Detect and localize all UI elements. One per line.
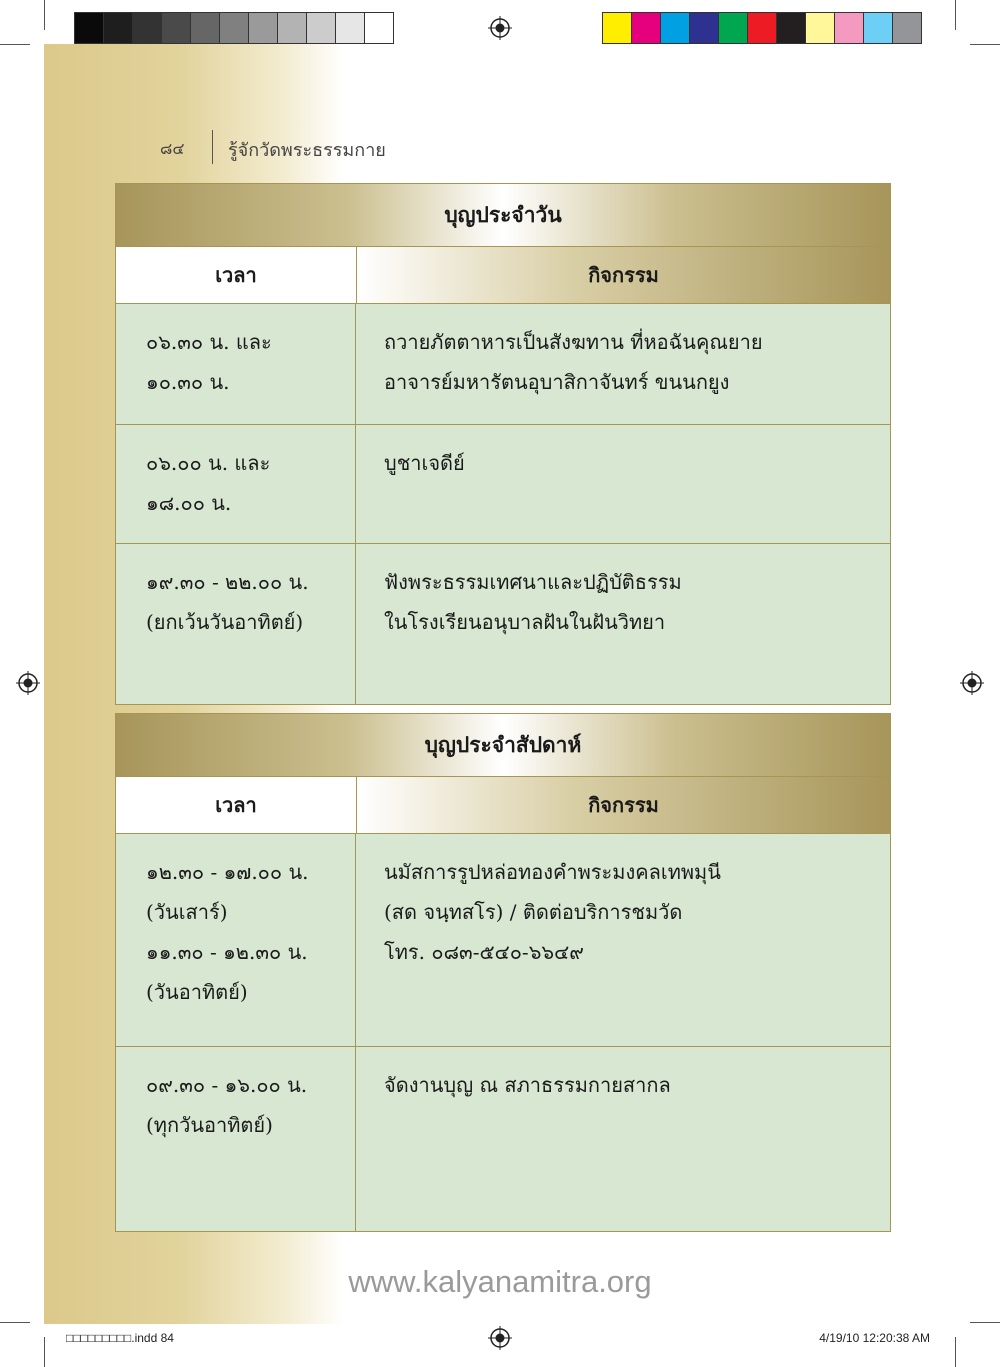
process-swatch [632, 13, 661, 43]
gray-swatch [336, 13, 365, 43]
table-title: บุญประจำสัปดาห์ [116, 714, 890, 777]
crop-mark [955, 1337, 956, 1367]
activity-text: (สด จนฺทสโร) / ติดต่อบริการชมวัด [384, 900, 683, 924]
process-swatch [806, 13, 835, 43]
gray-swatch [75, 13, 104, 43]
table-title: บุญประจำวัน [116, 184, 890, 247]
header-divider [212, 130, 213, 164]
gray-swatch [133, 13, 162, 43]
table-header-row [116, 247, 890, 304]
time-text: ๑๘.๐๐ น. [146, 491, 232, 515]
crop-mark [0, 1322, 30, 1323]
activity-text: โทร. ๐๘๓-๕๔๐-๖๖๔๙ [384, 940, 584, 964]
process-swatch [748, 13, 777, 43]
activity-cell [356, 544, 890, 704]
crop-mark [0, 44, 30, 45]
process-swatch [864, 13, 893, 43]
website-url: www.kalyanamitra.org [348, 1264, 652, 1299]
gray-swatch [249, 13, 278, 43]
activity-text: ในโรงเรียนอนุบาลฝันในฝันวิทยา [384, 610, 666, 634]
gray-swatch [104, 13, 133, 43]
time-text: (ยกเว้นวันอาทิตย์) [146, 610, 304, 634]
time-text: ๐๖.๐๐ น. และ [146, 451, 271, 475]
process-swatch [777, 13, 806, 43]
table-row [116, 834, 890, 1047]
gray-swatch [278, 13, 307, 43]
slug-date: 4/19/10 12:20:38 AM [819, 1331, 930, 1345]
activity-text: ถวายภัตตาหารเป็นสังฆทาน ที่หอฉันคุณยาย [384, 330, 763, 354]
weekly-merit-table [115, 713, 891, 1232]
registration-mark-icon [960, 671, 984, 695]
column-header-time: เวลา [116, 777, 357, 833]
registration-mark-icon [16, 671, 40, 695]
book-title: รู้จักวัดพระธรรมกาย [228, 140, 386, 161]
column-header-time: เวลา [116, 247, 357, 303]
column-header-activity: กิจกรรม [357, 247, 890, 303]
time-text: ๑๒.๓๐ - ๑๗.๐๐ น. [146, 860, 309, 884]
registration-mark-icon [488, 1326, 512, 1350]
process-swatch [603, 13, 632, 43]
table-row [116, 1047, 890, 1231]
daily-merit-table [115, 183, 891, 705]
crop-mark [44, 0, 45, 30]
table-row [116, 304, 890, 425]
gray-color-bar [74, 12, 394, 44]
crop-mark [970, 1322, 1000, 1323]
activity-text: นมัสการรูปหล่อทองคำพระมงคลเทพมุนี [384, 860, 721, 884]
time-text: (ทุกวันอาทิตย์) [146, 1113, 273, 1137]
column-header-activity: กิจกรรม [357, 777, 890, 833]
activity-cell [356, 834, 890, 1046]
table-header-row [116, 777, 890, 834]
activity-text: ฟังพระธรรมเทศนาและปฏิบัติธรรม [384, 570, 682, 594]
gray-swatch [191, 13, 220, 43]
time-text: ๑๙.๓๐ - ๒๒.๐๐ น. [146, 570, 309, 594]
registration-mark-icon [488, 16, 512, 40]
table-row [116, 425, 890, 544]
process-swatch [893, 13, 921, 43]
crop-mark [44, 1337, 45, 1367]
time-cell [116, 834, 356, 1046]
process-swatch [835, 13, 864, 43]
time-cell [116, 1047, 356, 1231]
activity-cell [356, 304, 890, 424]
time-text: ๑๐.๓๐ น. [146, 370, 230, 394]
gray-swatch [162, 13, 191, 43]
activity-text: จัดงานบุญ ณ สภาธรรมกายสากล [384, 1073, 671, 1097]
activity-text: บูชาเจดีย์ [384, 451, 465, 475]
crop-mark [970, 44, 1000, 45]
process-swatch [719, 13, 748, 43]
time-cell [116, 425, 356, 543]
process-swatch [690, 13, 719, 43]
process-color-bar [602, 12, 922, 44]
slug-file-name: □□□□□□□□□.indd 84 [66, 1331, 174, 1345]
activity-cell [356, 1047, 890, 1231]
activity-cell [356, 425, 890, 543]
table-row [116, 544, 890, 704]
activity-text: อาจารย์มหารัตนอุบาสิกาจันทร์ ขนนกยูง [384, 370, 730, 394]
time-text: ๐๙.๓๐ - ๑๖.๐๐ น. [146, 1073, 308, 1097]
time-cell [116, 304, 356, 424]
time-cell [116, 544, 356, 704]
process-swatch [661, 13, 690, 43]
page-number: ๘๔ [160, 139, 185, 158]
time-text: (วันเสาร์) [146, 900, 228, 924]
time-text: ๐๖.๓๐ น. และ [146, 330, 272, 354]
gray-swatch [365, 13, 393, 43]
gray-swatch [220, 13, 249, 43]
time-text: (วันอาทิตย์) [146, 980, 248, 1004]
gray-swatch [307, 13, 336, 43]
time-text: ๑๑.๓๐ - ๑๒.๓๐ น. [146, 940, 308, 964]
crop-mark [955, 0, 956, 30]
